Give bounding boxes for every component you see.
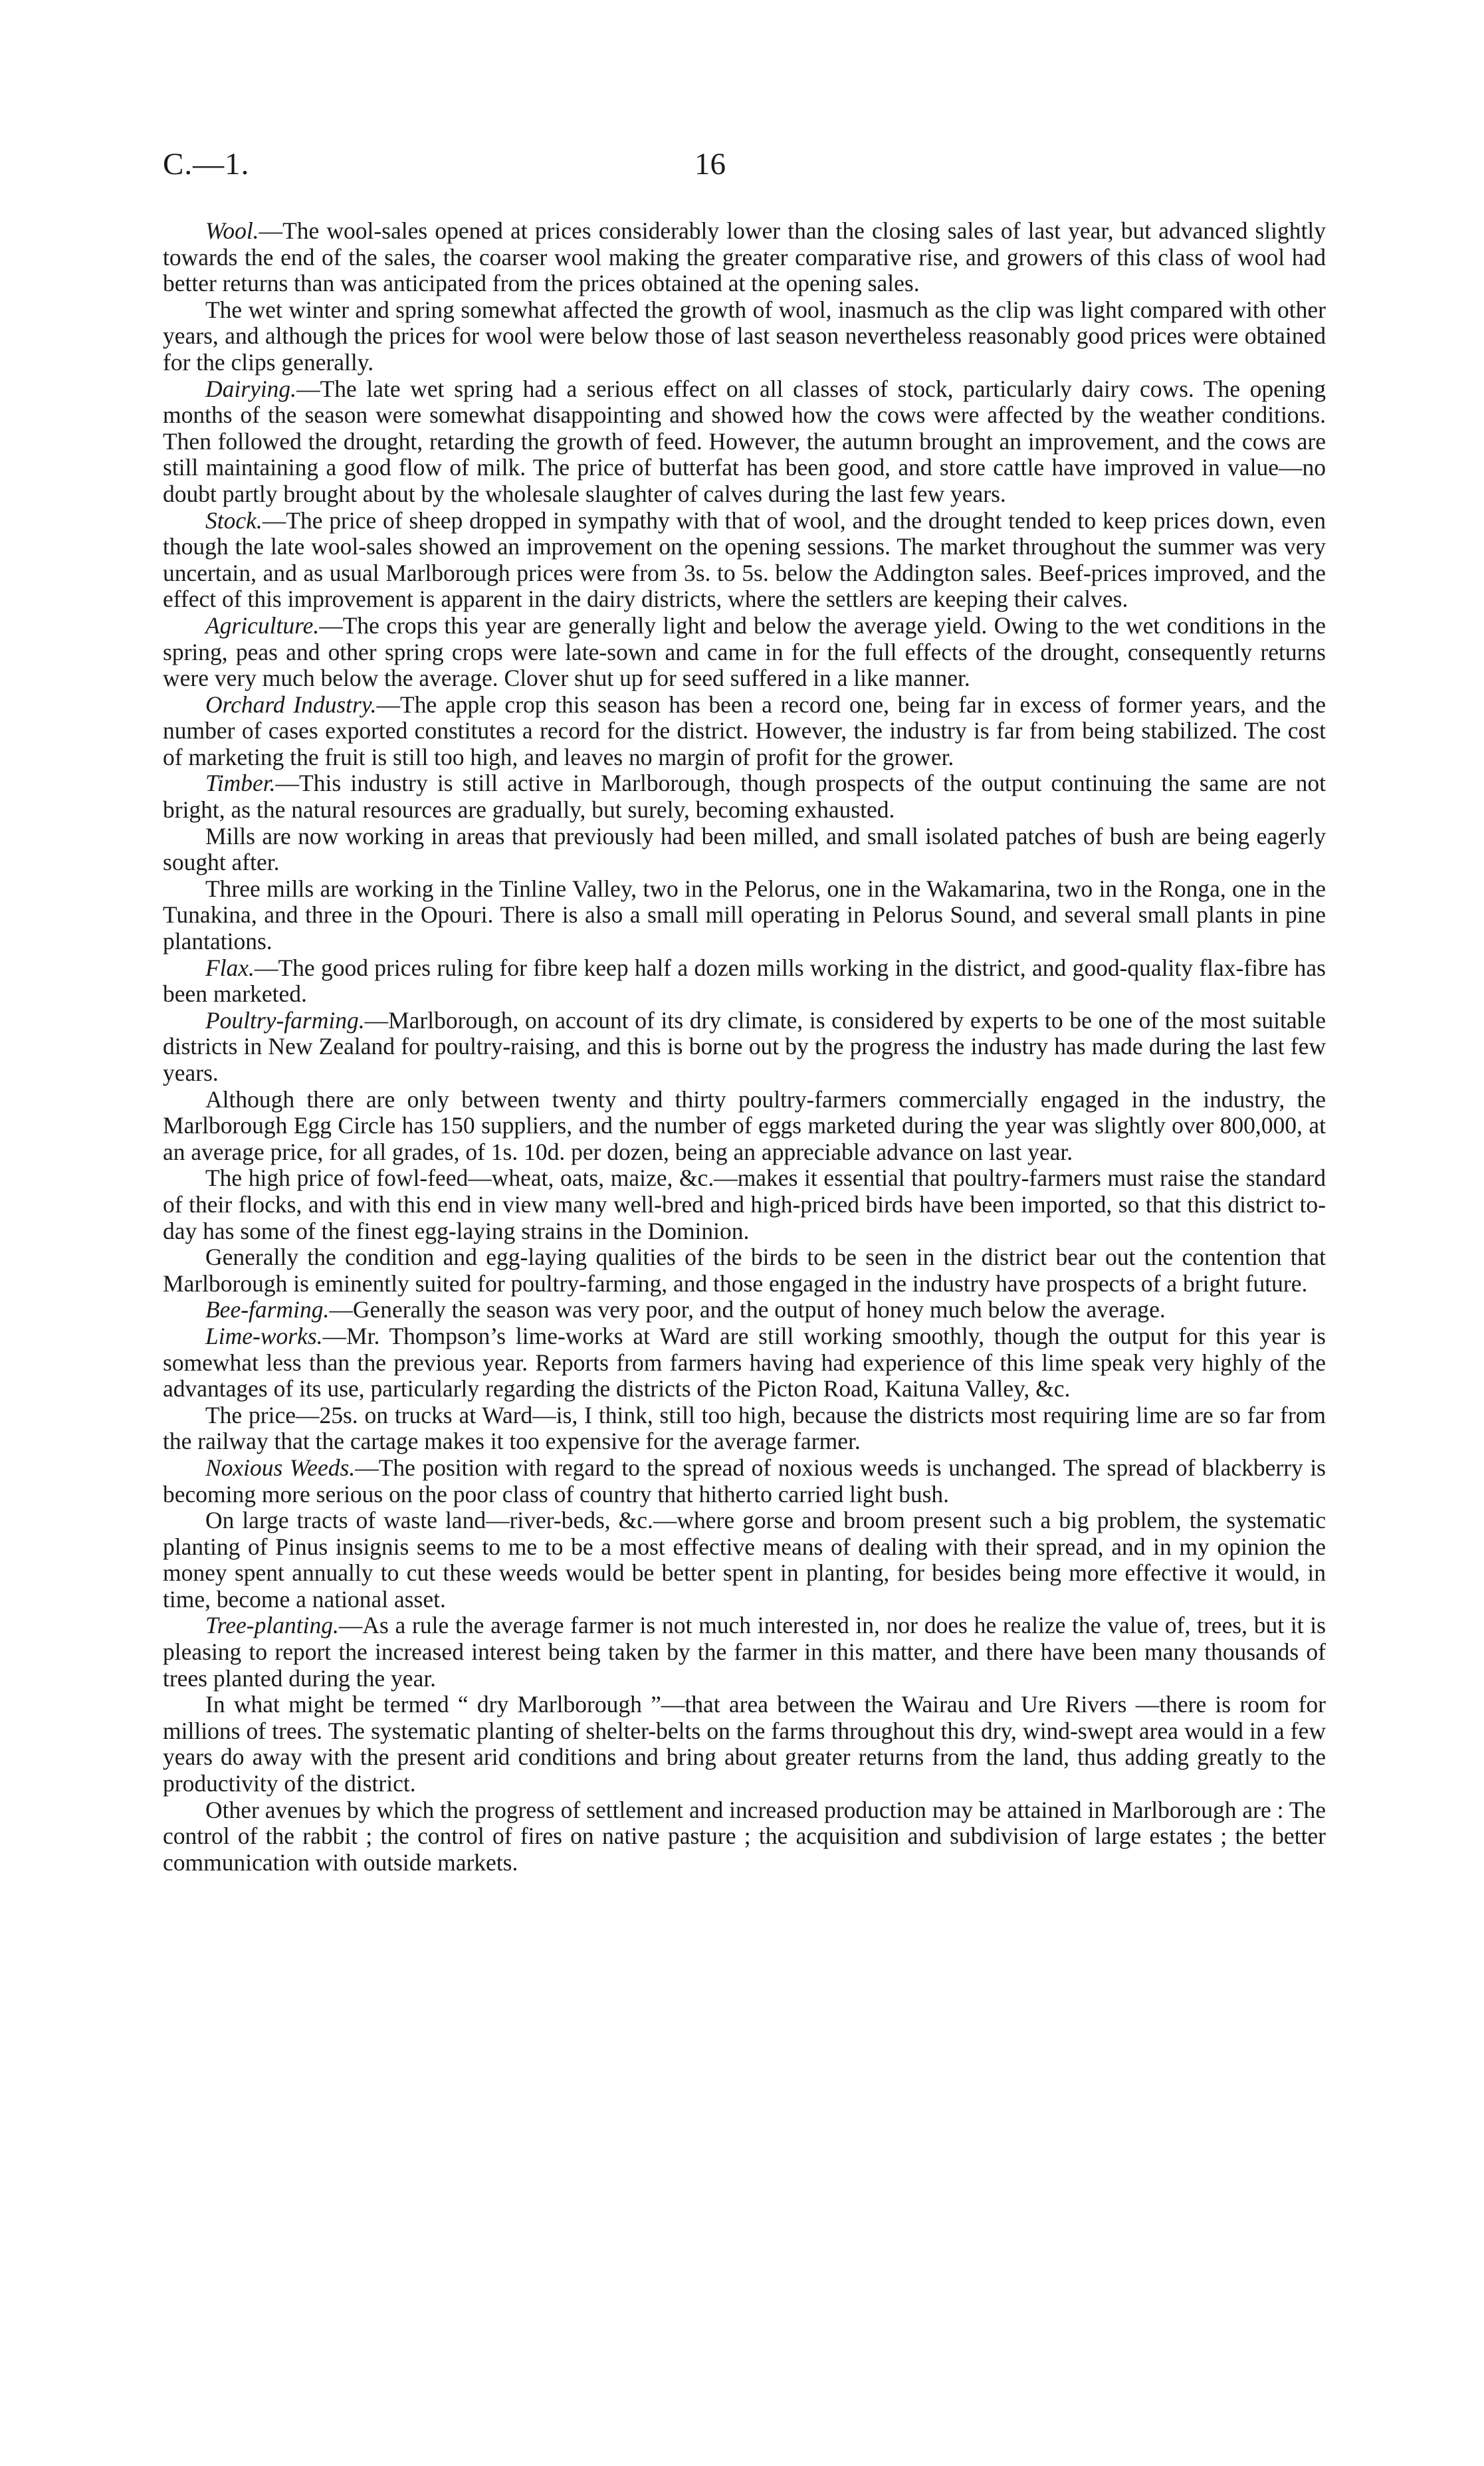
paragraph-text: —The late wet spring had a serious effect on all classes of stock, particularly dairy cows. The opening months of the season were somewhat disappointing and showed how the cows were affected by the weather conditions. Then followed the drought, retarding the growth of feed. However, the autumn brought an improvement, and the cows are still maintaining a good flow of milk. The price of butterfat has been good, and store cattle have improved in value—no doubt partly brought about by the wholesale slaughter of calves during the last few years. (163, 375, 1326, 507)
paragraph-text: —Mr. Thompson’s lime-works at Ward are still working smoothly, though the output for this year is somewhat less than the previous year. Reports from farmers having had experience of this lime speak very highly of the advantages of its use, particularly regarding the districts of the Picton Road, Kaituna Valley, &c. (163, 1322, 1326, 1402)
paragraph-text: The high price of fowl-feed—wheat, oats, maize, &c.—makes it essential that poultry-farmers must raise the standard of their flocks, and with this end in view many well-bred and high-priced birds have been imported, so that this district to-day has some of the finest egg-laying strains in the Dominion. (163, 1165, 1326, 1244)
paragraph-timber (163, 770, 1326, 823)
section-heading: Bee-farming. (205, 1296, 330, 1323)
paragraph (163, 1244, 1326, 1297)
section-heading: Stock. (205, 506, 263, 534)
paragraph-flax (163, 955, 1326, 1008)
paragraph-text: Three mills are working in the Tinline Valley, two in the Pelorus, one in the Wakamarina, two in the Ronga, one in the Tunakina, and three in the Opouri. There is also a small mill operating in Pelorus Sound, and several small plants in pine plantations. (163, 875, 1326, 955)
section-heading: Flax. (205, 954, 255, 981)
paragraph (163, 1692, 1326, 1797)
paragraph-text: Although there are only between twenty and thirty poultry-farmers commercially engaged in the industry, the Marlborough Egg Circle has 150 suppliers, and the number of eggs marketed during the year was slightly over 800,000, at an average price, for all grades, of 1s. 10d. per dozen, being an appreciable advance on last year. (163, 1085, 1326, 1165)
paragraph (163, 297, 1326, 376)
section-heading: Timber. (205, 770, 276, 797)
section-heading: Orchard Industry. (205, 691, 377, 718)
section-heading: Dairying. (205, 375, 297, 402)
section-heading: Wool. (205, 217, 259, 244)
paragraph-text: On large tracts of waste land—river-beds, &c.—where gorse and broom present such a big problem, the systematic planting of Pinus insignis seems to me to be a most effective means of dealing with their spread, and in my opinion the money spent annually to cut these weeds would be better spent in planting, for besides being more effective it would, in time, become a national asset. (163, 1507, 1326, 1613)
paragraph-orchard-industry (163, 692, 1326, 771)
paragraph (163, 1797, 1326, 1876)
paragraph (163, 1165, 1326, 1244)
section-heading: Agriculture. (205, 612, 320, 639)
paragraph-stock (163, 508, 1326, 613)
paragraph-lime-works (163, 1323, 1326, 1402)
paragraph-text: In what might be termed “ dry Marlborough ”—that area between the Wairau and Ure Rivers —there is room for millions of trees. The systematic planting of shelter-belts on the farms throughout this dry, wind-swept area would in a few years do away with the present arid conditions and bring about greater returns from the land, thus adding greatly to the productivity of the district. (163, 1691, 1326, 1797)
paragraph (163, 824, 1326, 876)
section-heading: Tree-planting. (205, 1612, 339, 1639)
paragraph-text: Mills are now working in areas that previously had been milled, and small isolated patches of bush are being eagerly sought after. (163, 822, 1326, 876)
paragraph-text: The wet winter and spring somewhat affected the growth of wool, inasmuch as the clip was light compared with other years, and although the prices for wool were below those of last season nevertheless reasonably good prices were obtained for the clips generally. (163, 296, 1326, 376)
paragraph-text: Generally the condition and egg-laying qualities of the birds to be seen in the district bear out the contention that Marlborough is eminently suited for poultry-farming, and those engaged in the industry have prospects of a bright future. (163, 1244, 1326, 1297)
paragraph-dairying (163, 376, 1326, 508)
paragraph-text: —Generally the season was very poor, and the output of honey much below the average. (329, 1296, 1166, 1323)
paragraph-text: —Marlborough, on account of its dry climate, is considered by experts to be one of the most suitable districts in New Zealand for poultry-raising, and this is borne out by the progress the industry has made during the last few years. (163, 1006, 1326, 1086)
section-heading: Lime-works. (205, 1322, 323, 1349)
paragraph-text: —The apple crop this season has been a record one, being far in excess of former years, and the number of cases exported constitutes a record for the district. However, the industry is far from being stabilized. The cost of marketing the fruit is still too high, and leaves no margin of profit for the grower. (163, 691, 1326, 770)
paragraph-bee-farming (163, 1297, 1326, 1323)
paragraph-text: —The good prices ruling for fibre keep half a dozen mills working in the district, and good-quality flax-fibre has been marketed. (163, 954, 1326, 1008)
paragraph-text: —The wool-sales opened at prices considerably lower than the closing sales of last year, but advanced slightly towards the end of the sales, the coarser wool making the greater comparative rise, and growers of this class of wool had better returns than was anticipated from the prices obtained at the opening sales. (163, 217, 1326, 297)
paragraph-poultry-farming (163, 1008, 1326, 1087)
paragraph-wool (163, 218, 1326, 297)
section-heading: Noxious Weeds. (205, 1454, 356, 1481)
paragraph (163, 1402, 1326, 1455)
paragraph-text: —This industry is still active in Marlborough, though prospects of the output continuing the same are not bright, as the natural resources are gradually, but surely, becoming exhausted. (163, 770, 1326, 824)
paragraph-text: —As a rule the average farmer is not much interested in, nor does he realize the value of, trees, but it is pleasing to report the increased interest being taken by the farmer in this matter, and there have been many thousands of trees planted during the year. (163, 1612, 1326, 1692)
paragraph-text: The price—25s. on trucks at Ward—is, I think, still too high, because the districts most requiring lime are so far from the railway that the cartage makes it too expensive for the average farmer. (163, 1401, 1326, 1455)
paragraph-text: —The price of sheep dropped in sympathy with that of wool, and the drought tended to keep prices down, even though the late wool-sales showed an improvement on the opening sessions. The market throughout the summer was very uncertain, and as usual Marlborough prices were from 3s. to 5s. below the Addington sales. Beef-prices improved, and the effect of this improvement is apparent in the dairy districts, where the settlers are keeping their calves. (163, 506, 1326, 613)
paragraph (163, 1087, 1326, 1166)
paragraph-noxious-weeds (163, 1455, 1326, 1508)
body-text (163, 218, 1326, 1876)
paragraph-text: Other avenues by which the progress of settlement and increased production may be attained in Marlborough are : The control of the rabbit ; the control of fires on native pasture ; the acquisition and subdivision of large estates ; the better communication with outside markets. (163, 1796, 1326, 1876)
page-header (163, 146, 1326, 193)
document-reference: C.—1. (163, 147, 250, 181)
paragraph-agriculture (163, 613, 1326, 692)
page-number: 16 (694, 147, 726, 181)
paragraph (163, 1508, 1326, 1613)
paragraph-text: —The position with regard to the spread of noxious weeds is unchanged. The spread of blackberry is becoming more serious on the poor class of country that hitherto carried light bush. (163, 1454, 1326, 1508)
paragraph (163, 876, 1326, 955)
section-heading: Poultry-farming. (205, 1006, 365, 1034)
paragraph-tree-planting (163, 1613, 1326, 1692)
paragraph-text: —The crops this year are generally light and below the average yield. Owing to the wet conditions in the spring, peas and other spring crops were late-sown and came in for the full effects of the drought, consequently returns were very much below the average. Clover shut up for seed suffered in a like manner. (163, 612, 1326, 692)
